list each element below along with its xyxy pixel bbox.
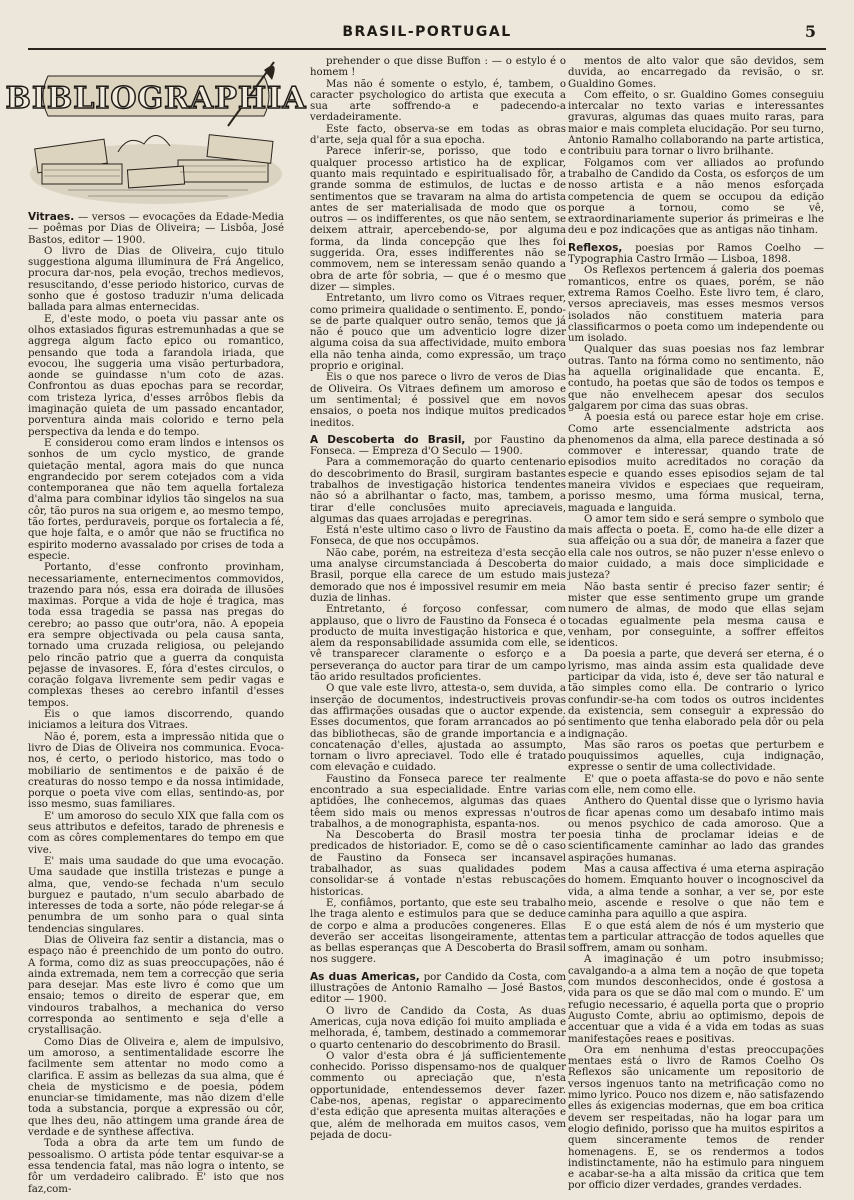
column-1 bbox=[5, 56, 307, 1195]
paragraph: E, d'este modo, o poeta viu passar ante os olhos extasiados figuras estremunhadas a que se aggrega algum facto epico ou romantico, pensando que toda a farandola iriada, que evocou, lhe suggeria uma visão perturbadora, aonde se guindasse n'um coto de azas. Confrontou as duas epochas para se recordar, com tristeza lyrica, d'esses arrôbos flebis da imaginação quieta de um passado encantador, porventura ainda mais colorido e terno pela perspectiva da lenda e do tempo. bbox=[28, 313, 284, 438]
paragraph: Não é, porem, esta a impressão nitida que o livro de Dias de Oliveira nos communica. Evoca-nos, é certo, o periodo historico, mas todo o mobiliario de sentimentos e de paixão é de creaturas do nosso tempo e da nossa intimidade, porque o poeta vive com ellas, sentindo-as, por isso mesmo, suas familiares. bbox=[28, 731, 284, 811]
entry-citation: — versos — evocações da Edade-Media — poêmas por Dias de Oliveira; — Lisbôa, José Bastos, editor — 1900. bbox=[28, 212, 284, 246]
column-3 bbox=[568, 56, 824, 1191]
bibliographia-banner bbox=[5, 56, 307, 206]
paragraph: Está n'este ultimo caso o livro de Faustino da Fonseca, de que nos occupâmos. bbox=[310, 525, 566, 548]
paragraph: Portanto, d'esse confronto provinham, necessariamente, enternecimentos commovidos, trazendo para nós, essa era doirada de illusões maximas. Porque a vida de hoje é tragica, mas toda essa tragedia se passa nas pregas do cerebro; ao passo que outr'ora, não. A epopeia era sempre objectivada ou pela causa santa, tornado uma cruzada religiosa, ou pelejando pelo rincão patrio que a guerra da conquista pejasse de invasores. E, fóra d'estes circulos, o coração folgava livremente sem pedir vagas e complexas theses ao cerebro infantil d'esses tempos. bbox=[28, 562, 284, 709]
paragraph: Qualquer das suas poesias nos faz lembrar outras. Tanto na fórma como no sentimento, não ha aquella originalidade que encanta. E, contudo, ha poetas que são de todos os tempos e que não envelhecem apesar dos seculos galgarem por cima das suas obras. bbox=[568, 344, 824, 412]
paragraph: Os Reflexos pertencem á galeria dos poemas romanticos, entre os quaes, porém, se não extrema Ramos Coelho. Este livro tem, é claro, versos apreciaveis, mas esses mesmos versos isolados não constituem materia para classificarmos o poeta como um independente ou um isolado. bbox=[568, 265, 824, 345]
paragraph: A imaginação é um potro insubmisso; cavalgando-a a alma tem a noção de que topeta com mundos desconhecidos, onde é gostosa a vida para os que se dão mal com o mundo. E' um refugio necessario, é aquella porta que o proprio Augusto Comte, abriu ao optimismo, depois de accentuar que a vida é a vida em todas as suas manifestações reaes e positivas. bbox=[568, 954, 824, 1045]
entry-title: A Descoberta do Brasil, bbox=[310, 433, 466, 446]
paragraph: Eis o que nos parece o livro de veros de Dias de Oliveira. Os Vitraes definem um amoroso e um sentimental; é possivel que em novos ensaios, o poeta nos indique muitos predicados ineditos. bbox=[310, 372, 566, 429]
column-1-body bbox=[28, 246, 284, 1195]
paragraph: Mas não é somente o estylo, é, tambem, o caracter psychologico do artista que executa a sua arte soffrendo-a e padecendo-a verdadeiramente. bbox=[310, 78, 566, 124]
paragraph: Anthero do Quental disse que o lyrismo havia de ficar apenas como um desabafo intimo mais ou menos psychico de cada amoroso. Que a poesia tinha de proclamar ideias e de scientificamente caminhar ao lado das grandes aspirações humanas. bbox=[568, 796, 824, 864]
entry-title: As duas Americas, bbox=[310, 970, 420, 983]
entry-title: Vitraes. bbox=[28, 211, 75, 223]
paragraph: Faustino da Fonseca parece ter realmente encontrado a sua especialidade. Entre varias aptidões, lhe conhecemos, algumas das quaes têem sido mais ou menos expressas n'outros trabalhos, a de monographista, espanta-nos. bbox=[310, 773, 566, 830]
paragraph: Folgamos com ver alliados ao profundo trabalho de Candido da Costa, os esforços de um nosso artista e a não menos esforçada competencia de quem se occupou da edição porque a tornou, como se vê, extraordinariamente superior ás primeiras e lhe deu e poz indicações que as antigas não tinham. bbox=[568, 157, 824, 237]
entry-duas-americas bbox=[310, 972, 566, 1006]
entry-citation: por Faustino da Fonseca. — Empreza d'O Seculo — 1900. bbox=[310, 434, 566, 458]
paragraph: O valor d'esta obra é já sufficientemente conhecido. Porisso dispensamo-nos de qualquer commento ou apreciação que, n'esta opportunidade, entendessemos dever fazer. Cabe-nos, apenas, registar o apparecimento d'esta edição que apresenta muitas alterações e que, além de melhorada em muitos casos, vem pejada de docu- bbox=[310, 1050, 566, 1141]
paragraph: prehender o que disse Buffon : — o estylo é o homem ! bbox=[310, 56, 566, 79]
entry-reflexos bbox=[568, 243, 824, 266]
paragraph: Dias de Oliveira faz sentir a distancia, mas o espaço não é preenchido de um ponto do outro. A forma, como diz as suas preoccupações, não é ainda extremada, nem tem a correcção que seria para desejar. Mas este livro é como que um ensaio; temos o direito de esperar que, em vindouros trabalhos, a mechanica do verso corresponda ao sentimento e seja d'elle a crystallisação. bbox=[28, 935, 284, 1037]
paragraph: Parece inferir-se, porisso, que todo e qualquer processo artistico ha de explicar, quanto mais requintado e espiritualisado fôr, a grande somma de estimulos, de luctas e de sentimentos que se travaram na alma do artista antes de ser materialisada de modo que os outros — os indifferentes, os que não sentem, se deixem attrair, apercebendo-se, por alguma forma, da linda concepção que lhes foi suggerida. Ora, esses indifferentes não se commovem, nem se interessam senão quando a obra de arte fôr sobria, — que é o mesmo que dizer — simples. bbox=[310, 146, 566, 293]
column-2-bottom bbox=[310, 1006, 566, 1142]
paragraph: E considerou como eram lindos e intensos os sonhos de um cyclo mystico, de grande quietação mental, agora mais do que nunca engrandecido por serem cotejados com a vida contemporanea que não tem aquella fortaleza d'alma para combinar idylios tão singelos na sua côr, tão puros na sua origem e, ao mesmo tempo, tão fortes, perduraveis, porque os fortalecia a fé, que hoje falta, e o amôr que não se fructifica no espirito moderno avassalado por crises de toda a especie. bbox=[28, 437, 284, 562]
paragraph: Com effeito, o sr. Gualdino Gomes conseguiu intercalar no texto varias e interessantes gravuras, algumas das quaes muito raras, para maior e mais completa elucidação. Por seu turno, Antonio Ramalho collaborando na parte artistica, contribuiu para tornar o livro brilhante. bbox=[568, 89, 824, 158]
paragraph: Mas a causa affectiva é uma eterna aspiração do homem. Emquanto houver o incognoscivel da vida, a alma tende a sonhar, a ver se, por este meio, ascende e resolve o que não tem e caminha para aquillo a que aspira. bbox=[568, 864, 824, 921]
page-header bbox=[0, 22, 854, 46]
entry-citation: por Candido da Costa, com illustrações de Antonio Ramalho — José Bastos, editor — 1900. bbox=[310, 971, 566, 1006]
paragraph: Como Dias de Oliveira e, alem de impulsivo, um amoroso, a sentimentalidade escorre lhe facilmente sem attentar no modo como a clarifica. E assim as bellezas da sua alma, que é cheia de mysticismo e de poesia, pódem enunciar-se timidamente, mas não dizem d'elle toda a substancia, porque a expressão ou côr, que lhes deu, não attingem uma grande área de verdade e de synthese affectiva. bbox=[28, 1036, 284, 1139]
paragraph: O livro de Dias de Oliveira, cujo titulo suggestiona alguma illuminura de Frá Angelico, procura dar-nos, pela evoção, trechos medievos, resuscitando, d'esse periodo historico, curvas de sonho que é gostoso traduzir n'uma delicada ballada para almas enternecidas. bbox=[28, 245, 284, 314]
banner-title: BIBLIOGRAPHIA bbox=[5, 81, 307, 116]
paragraph: E' um amoroso do seculo XIX que falla com os seus attributos e defeitos, tarado de phrenesis e com as côres complementares do tempo em que vive. bbox=[28, 810, 284, 856]
paragraph: mentos de alto valor que são devidos, sem duvida, ao encarregado da revisão, o sr. Gualdino Gomes. bbox=[568, 56, 824, 90]
entry-descoberta bbox=[310, 435, 566, 458]
paragraph: Não basta sentir é preciso fazer sentir; é mister que esse sentimento grupe um grande numero de almas, de modo que ellas sejam tocadas egualmente pela mesma causa e venham, por conseguinte, a soffrer effeitos identicos. bbox=[568, 581, 824, 650]
paragraph: E' mais uma saudade do que uma evocação. Uma saudade que instilla tristezas e punge a alma, que, vendo-se fechada n'um seculo burguez e pautado, n'um seculo abarbado de interesses de toda a sorte, não póde relegar-se á penumbra de um sonho para o qual sinta tendencias singulares. bbox=[28, 855, 284, 935]
paragraph: Toda a obra da arte tem um fundo de pessoalismo. O artista póde tentar esquivar-se a essa tendencia fatal, mas não logra o intento, se fôr um verdadeiro calibrado. E' isto que nos faz,com- bbox=[28, 1138, 284, 1195]
paragraph: Não cabe, porém, na estreiteza d'esta secção uma analyse circumstanciada á Descoberta do Brasil, porque ella carece de um estudo mais demorado que nos é impossivel resumir em meia duzia de linhas. bbox=[310, 547, 566, 604]
column-2-mid bbox=[310, 457, 566, 965]
paragraph: O livro de Candido da Costa, As duas Americas, cuja nova edição foi muito ampliada e melhorada, é, tambem, destinado a commemorar o quarto centenario do descobrimento do Brasil. bbox=[310, 1005, 566, 1051]
paragraph: A poesia está ou parece estar hoje em crise. Como arte essencialmente adstricta aos phenomenos da alma, ella parece destinada a só commover e interessar, quando trate de episodios muito acreditados no coração da especie e quando esses episodios sejam de tal maneira vividos e especiaes que requeiram, porisso mesmo, uma fórma musical, terna, maguada e languida. bbox=[568, 412, 824, 514]
paragraph: Ora em nenhuma d'estas preoccupações mentaes está o livro de Ramos Coelho Os Reflexos são unicamente um repositorio de versos ingenuos tanto na metrificação como no mimo lyrico. Pouco nos dizem e, não satisfazendo elles ás exigencias modernas, que em boa critica devem ser respeitadas, não ha logar para um elogio definido, porisso que ha muitos espiritos a quem sinceramente temos de render homenagens. E, se os rendermos a todos indistinctamente, não ha estimulo para ninguem e acabar-se-ha a alta missão da critica que tem por officio dizer verdades, grandes verdades. bbox=[568, 1044, 824, 1192]
banner-illustration bbox=[5, 56, 307, 206]
running-title: BRASIL-PORTUGAL bbox=[342, 24, 512, 40]
paragraph: Da poesia a parte, que deverá ser eterna, é o lyrismo, mas ainda assim esta qualidade deve participar da vida, isto é, deve ser tão natural e tão simples como ella. De contrario o lyrico confundir-se-ha com todos os outros incidentes da existencia, sem conseguir a expressão do sentimento que tenha elaborado pela dôr ou pela indignação. bbox=[568, 649, 824, 740]
paragraph: Eis o que iamos discorrendo, quando iniciamos a leitura dos Vitraes. bbox=[28, 709, 284, 732]
entry-title: Reflexos, bbox=[568, 241, 623, 254]
column-3-top bbox=[568, 56, 824, 237]
paragraph: Este facto, observa-se em todas as obras d'arte, seja qual fôr a sua epocha. bbox=[310, 123, 566, 147]
paragraph: Para a commemoração do quarto centenario do descobrimento do Brasil, surgiram bastantes trabalhos de investigação historica tendentes não só a abrilhantar o facto, mas, tambem, a tirar d'elle conclusões muito apreciaveis, algumas das quaes arrojadas e peregrinas. bbox=[310, 457, 566, 525]
paragraph: O amor tem sido e será sempre o symbolo que mais affecta o poeta. E, como ha-de elle dizer a sua affeição ou a sua dôr, de maneira a fazer que ella cale nos outros, se não puzer n'esse enlevo o maior cuidado, a mais doce simplicidade e justeza? bbox=[568, 513, 824, 582]
paragraph: E o que está alem de nós é um mysterio que tem a particular attracção de todos aquelles que soffrem, amam ou sonham. bbox=[568, 920, 824, 955]
paragraph: Entretanto, é forçoso confessar, com applauso, que o livro de Faustino da Fonseca é o producto de muita investigação historica e que, alem da responsabilidade assumida com elle, se vê transparecer claramente o esforço e a perseverança do auctor para tirar de um campo tão arido resultados proficientes. bbox=[310, 604, 566, 684]
entry-vitraes bbox=[28, 212, 284, 246]
paragraph: Na Descoberta do Brasil mostra ter predicados de historiador. E, como se dê o caso de Faustino da Fonseca ser incansavel trabalhador, as suas qualidades podem consolidar-se á vontade n'estas rebuscações historicas. bbox=[310, 830, 566, 898]
column-3-body bbox=[568, 265, 824, 1191]
page-number: 5 bbox=[804, 22, 816, 41]
paragraph: E' que o poeta affasta-se do povo e não sente com elle, nem como elle. bbox=[568, 773, 824, 796]
column-2 bbox=[310, 56, 566, 1191]
column-2-top bbox=[310, 56, 566, 429]
header-rule bbox=[28, 48, 826, 50]
paragraph: Entretanto, um livro como os Vitraes requer, como primeira qualidade o sentimento. E, pondo-se de parte qualquer outro senão, temos que já não é pouco que um adventicio logre dizer alguma coisa da sua affectividade, muito embora ella não tenha ainda, como expressão, um traço proprio e original. bbox=[310, 293, 566, 373]
paragraph: Mas são raros os poetas que perturbem e pouquissimos aquelles, cuja indignação, expresse o sentir de uma collectividade. bbox=[568, 739, 824, 774]
paragraph: O que vale este livro, attesta-o, sem duvida, a inserção de documentos, indestructiveis provas das affirmações ousadas que o auctor expende. Esses documentos, que foram arrancados ao pó das bibliothecas, são de grande importancia e a concatenação d'elles, ajustada ao assumpto, tornam o livro apreciavel. Todo elle é tratado com elevação e cuidado. bbox=[310, 683, 566, 774]
entry-citation: poesias por Ramos Coelho — Typographia Castro Irmão — Lisboa, 1898. bbox=[568, 242, 824, 266]
paragraph: E, confiâmos, portanto, que este seu trabalho lhe traga alento e estimulos para que se deduce de corpo e alma a producões congeneres. Ellas deverão ser acceitas lisongeiramente, attentas as bellas esperanças que A Descoberta do Brasil nos suggere. bbox=[310, 897, 566, 966]
